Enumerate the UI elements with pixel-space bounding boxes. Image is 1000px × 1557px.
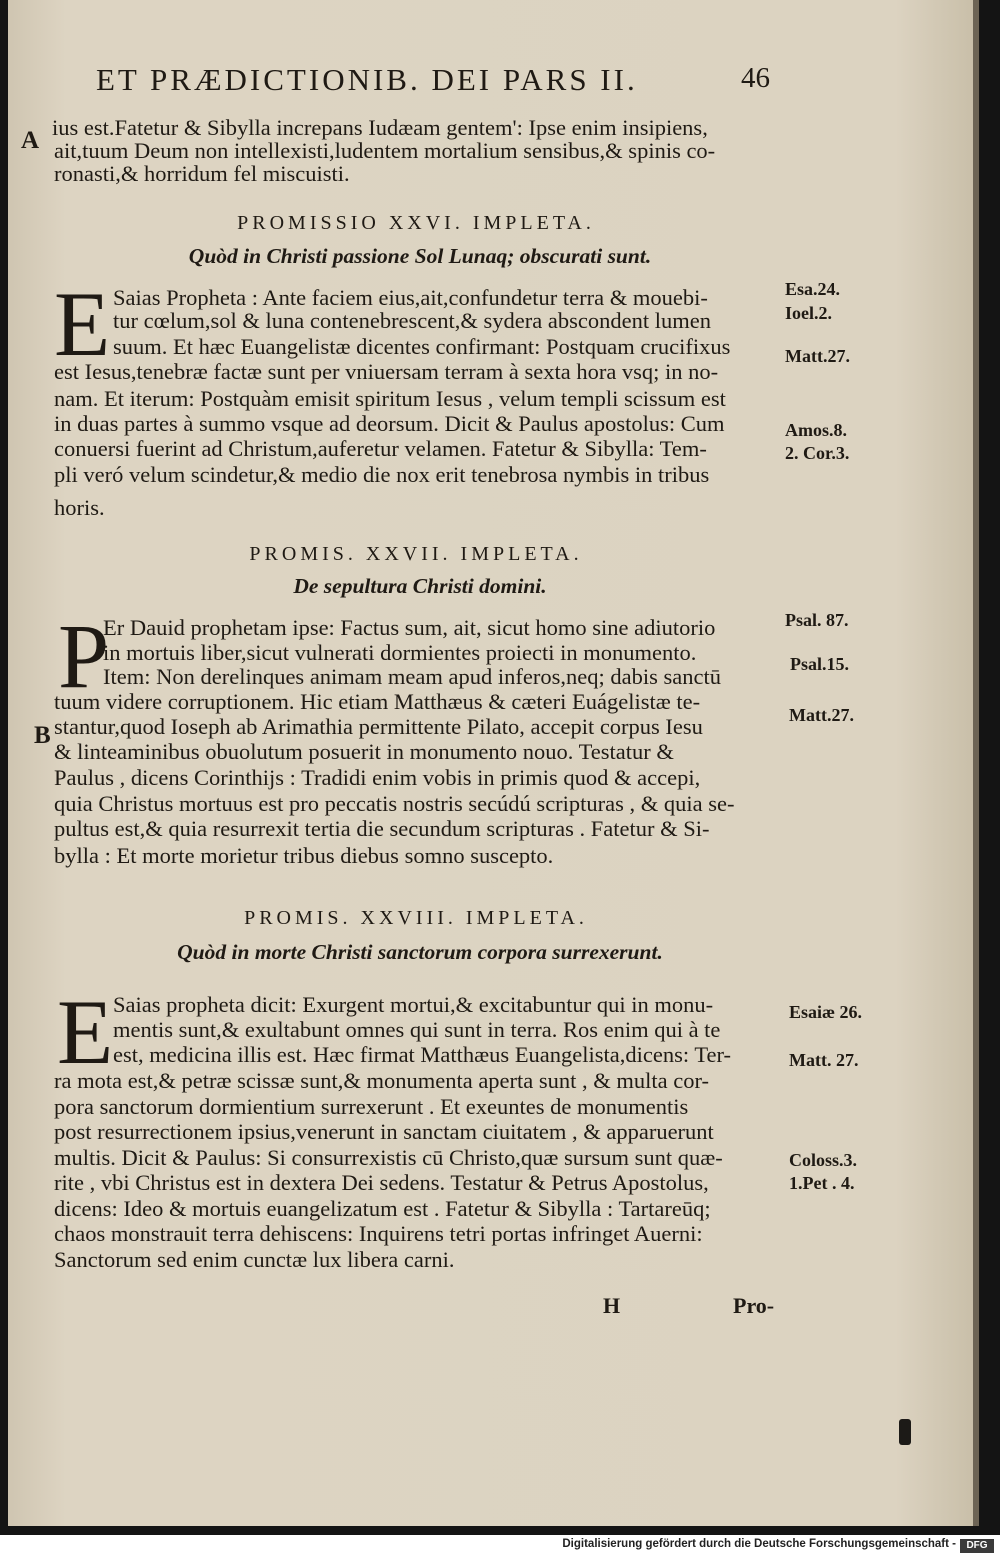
margin-note: 2. Cor.3. bbox=[785, 443, 850, 463]
section-subtitle: Quòd in morte Christi sanctorum corpora surrexerunt. bbox=[177, 940, 663, 964]
digitization-footer: Digitalisierung gefördert durch die Deutsche Forschungsgemeinschaft - bbox=[562, 1538, 956, 1550]
margin-note: Ioel.2. bbox=[785, 303, 832, 323]
margin-note: Matt.27. bbox=[789, 705, 854, 725]
margin-note: Psal. 87. bbox=[785, 610, 849, 630]
signature-mark: H bbox=[603, 1293, 621, 1318]
section-subtitle: Quòd in Christi passione Sol Lunaq; obscurati sunt. bbox=[188, 244, 652, 268]
margin-letter-b: B bbox=[34, 722, 51, 749]
text-line: Er Dauid prophetam ipse: Factus sum, ait, sicut homo sine adiutorio bbox=[103, 615, 716, 640]
text-line: Saias propheta dicit: Exurgent mortui,& excitabuntur qui in monu- bbox=[113, 992, 714, 1017]
text-line: post resurrectionem ipsius,venerunt in sanctam ciuitatem , & apparuerunt bbox=[54, 1119, 714, 1144]
margin-note: Amos.8. bbox=[785, 420, 847, 440]
running-head: ET PRÆDICTIONIB. DEI PARS II. bbox=[96, 62, 638, 97]
text-line: in duas partes à summo vsque ad deorsum. Dicit & Paulus apostolus: Cum bbox=[54, 411, 725, 436]
dfg-logo: DFG bbox=[960, 1539, 994, 1553]
text-line: pli veró velum scindetur,& medio die nox erit tenebrosa nymbis in tribus bbox=[54, 462, 710, 487]
drop-initial: E bbox=[57, 981, 114, 1083]
drop-initial: E bbox=[54, 273, 111, 375]
text-line: in mortuis liber,sicut vulnerati dormientes proiecti in monumento. bbox=[103, 640, 697, 665]
margin-note: 1.Pet . 4. bbox=[789, 1173, 855, 1193]
text-line: Item: Non derelinques animam meam apud inferos,neq; dabis sanctū bbox=[103, 664, 721, 689]
text-line: & linteaminibus obuolutum posuerit in monumento nouo. Testatur & bbox=[54, 739, 674, 764]
text-line: mentis sunt,& exultabunt omnes qui sunt in terra. Ros enim qui à te bbox=[113, 1017, 721, 1042]
text-line: Sanctorum sed enim cunctæ lux libera carni. bbox=[54, 1247, 455, 1272]
catchword: Pro- bbox=[733, 1293, 775, 1318]
margin-note: Coloss.3. bbox=[789, 1150, 858, 1170]
intro-line: ius est.Fatetur & Sibylla increpans Iudæam gentem': Ipse enim insipiens, bbox=[52, 115, 708, 140]
section-subtitle: De sepultura Christi domini. bbox=[293, 574, 547, 598]
text-line: multis. Dicit & Paulus: Si consurrexistis cū Christo,quæ sursum sunt quæ- bbox=[54, 1145, 723, 1170]
text-line: tur cœlum,sol & luna contenebrescent,& sydera abscondent lumen bbox=[113, 308, 711, 333]
folio-number: 46 bbox=[741, 62, 770, 94]
drop-initial: P bbox=[58, 605, 110, 707]
margin-note: Matt. 27. bbox=[789, 1050, 859, 1070]
text-line: rite , vbi Christus est in dextera Dei sedens. Testatur & Petrus Apostolus, bbox=[54, 1170, 709, 1195]
text-line: nam. Et iterum: Postquàm emisit spiritum Iesus , velum templi scissum est bbox=[54, 386, 726, 411]
ink-smudge bbox=[899, 1419, 911, 1445]
text-line: suum. Et hæc Euangelistæ dicentes confirmant: Postquam crucifixus bbox=[113, 334, 731, 359]
margin-note: Psal.15. bbox=[790, 654, 850, 674]
margin-note: Matt.27. bbox=[785, 346, 850, 366]
section-rubric: PROMIS. XXVII. IMPLETA. bbox=[249, 543, 583, 565]
text-line: ra mota est,& petræ scissæ sunt,& monumenta aperta sunt , & multa cor- bbox=[54, 1068, 710, 1093]
text-line: est Iesus,tenebræ factæ sunt per vniuersam terram à sexta hora vsq; in no- bbox=[54, 359, 719, 384]
text-line: chaos monstrauit terra dehiscens: Inquirens tetri portas infringet Auerni: bbox=[54, 1221, 703, 1246]
margin-letter-a: A bbox=[21, 127, 40, 154]
margin-note: Esaiæ 26. bbox=[789, 1002, 863, 1022]
text-line: est, medicina illis est. Hæc firmat Matthæus Euangelista,dicens: Ter- bbox=[113, 1042, 732, 1067]
text-line: pultus est,& quia resurrexit tertia die secundum scripturas . Fatetur & Si- bbox=[54, 816, 710, 841]
text-line: conuersi fuerint ad Christum,auferetur velamen. Fatetur & Sibylla: Tem- bbox=[54, 436, 707, 461]
text-line: Paulus , dicens Corinthijs : Tradidi enim vobis in primis quod & accepi, bbox=[54, 765, 701, 790]
text-line: quia Christus mortuus est pro peccatis nostris secúdú scripturas , & quia se- bbox=[54, 791, 735, 816]
text-line: tuum videre corruptionem. Hic etiam Matthæus & cæteri Euágelistæ te- bbox=[54, 689, 701, 714]
text-line: pora sanctorum dormientium surrexerunt . Et exeuntes de monumentis bbox=[54, 1094, 689, 1119]
intro-line: ronasti,& horridum fel miscuisti. bbox=[54, 161, 350, 186]
text-line: bylla : Et morte morietur tribus diebus somno suscepto. bbox=[54, 843, 554, 868]
section-rubric: PROMISSIO XXVI. IMPLETA. bbox=[237, 212, 595, 234]
text-line: dicens: Ideo & mortuis euangelizatum est . Fatetur & Sibylla : Tartareūq; bbox=[54, 1196, 711, 1221]
page-edge bbox=[973, 0, 979, 1526]
text-line: stantur,quod Ioseph ab Arimathia permittente Pilato, accepit corpus Iesu bbox=[54, 714, 703, 739]
text-line: Saias Propheta : Ante faciem eius,ait,confundetur terra & mouebi- bbox=[113, 285, 708, 310]
section-rubric: PROMIS. XXVIII. IMPLETA. bbox=[244, 907, 588, 929]
intro-line: ait,tuum Deum non intellexisti,ludentem mortalium sensibus,& spinis co- bbox=[54, 138, 716, 163]
margin-note: Esa.24. bbox=[785, 279, 841, 299]
text-line: horis. bbox=[54, 495, 105, 520]
